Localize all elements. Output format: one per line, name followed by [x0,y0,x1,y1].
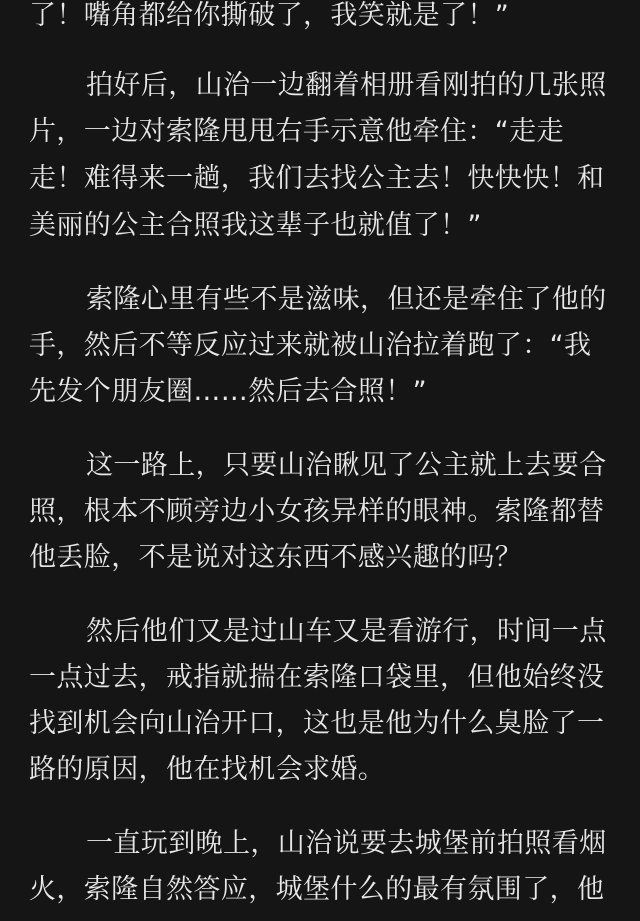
text-line: 美丽的公主合照我这辈子也就值了！” [29,210,482,241]
text-line: 找到机会向山治开口，这也是他为什么臭脸了一 [29,708,605,739]
paragraph-first-line: 一直玩到晚上，山治说要去城堡前拍照看烟 [86,828,607,859]
text-line: 手，然后不等反应过来就被山治拉着跑了：“我 [29,330,592,361]
paragraph-first-line: 索隆心里有些不是滋味，但还是牵住了他的 [86,284,607,315]
paragraph-first-line: 然后他们又是过山车又是看游行，时间一点 [86,616,607,647]
text-line: 片，一边对索隆甩甩右手示意他牵住：“走走 [29,116,564,147]
text-line: 一点过去，戒指就揣在索隆口袋里，但他始终没 [29,662,605,693]
paragraph-first-line: 这一路上，只要山治瞅见了公主就上去要合 [86,450,607,481]
text-line: 先发个朋友圈……然后去合照！” [29,376,427,407]
text-line: 了！嘴角都给你撕破了，我笑就是了！” [29,0,510,31]
text-line: 走！难得来一趟，我们去找公主去！快快快！和 [29,163,605,194]
text-line: 火，索隆自然答应，城堡什么的最有氛围了，他 [29,874,605,905]
paragraph-first-line: 拍好后，山治一边翻着相册看刚拍的几张照 [86,70,607,101]
text-line: 他丢脸，不是说对这东西不感兴趣的吗？ [29,542,523,573]
text-line: 照，根本不顾旁边小女孩异样的眼神。索隆都替 [29,496,605,527]
text-line: 路的原因，他在找机会求婚。 [29,754,386,785]
